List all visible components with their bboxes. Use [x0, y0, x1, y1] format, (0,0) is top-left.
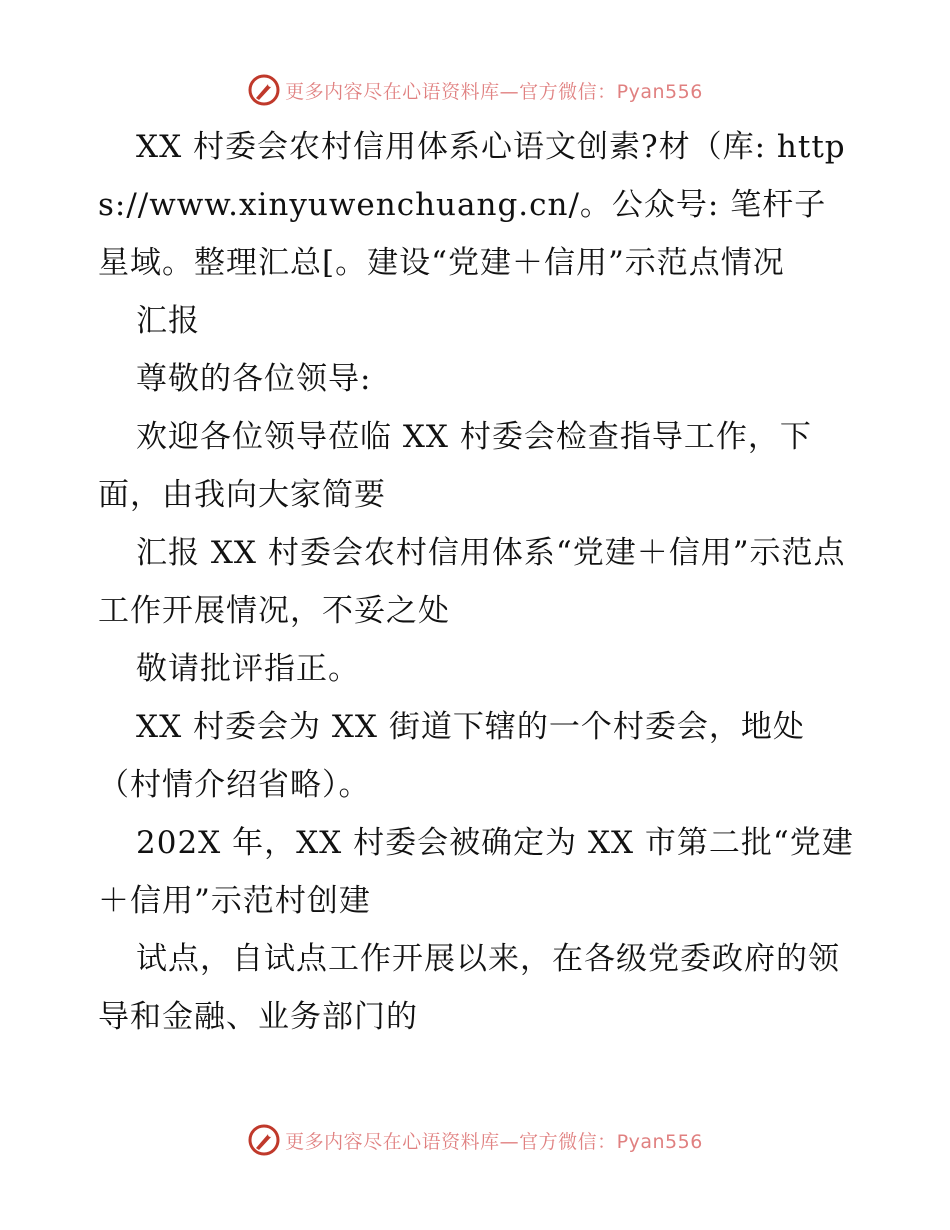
pen-circle-logo-icon — [247, 73, 281, 107]
paragraph: 敬请批评指正。 — [136, 651, 360, 687]
paragraph: 尊敬的各位领导: — [136, 361, 372, 397]
header-watermark-banner — [0, 70, 950, 110]
paragraph: 试点，自试点工作开展以来，在各级党委政府的领导和金融、业务部门的 — [98, 941, 840, 1035]
watermark-text: 更多内容尽在心语资料库—官方微信：Pyan556 — [285, 1130, 703, 1153]
paragraph: XX 村委会为 XX 街道下辖的一个村委会，地处（村情介绍省略）。 — [98, 709, 805, 803]
pen-circle-logo-icon — [247, 1123, 281, 1157]
document-body — [98, 118, 858, 1046]
paragraph: 欢迎各位领导莅临 XX 村委会检查指导工作，下面，由我向大家简要 — [98, 419, 812, 513]
paragraph: XX 村委会农村信用体系心语文创素?材（库: https://www.xinyuwenchuang.cn/。公众号: 笔杆子星域。整理汇总[。建设“党建＋信用”示范点情况 — [98, 129, 846, 281]
paragraph: 202X 年，XX 村委会被确定为 XX 市第二批“党建＋信用”示范村创建 — [98, 825, 854, 919]
footer-watermark-banner — [0, 1120, 950, 1160]
watermark-text: 更多内容尽在心语资料库—官方微信：Pyan556 — [285, 80, 703, 103]
paragraph: 汇报 — [136, 303, 200, 339]
paragraph: 汇报 XX 村委会农村信用体系“党建＋信用”示范点工作开展情况，不妥之处 — [98, 535, 846, 629]
